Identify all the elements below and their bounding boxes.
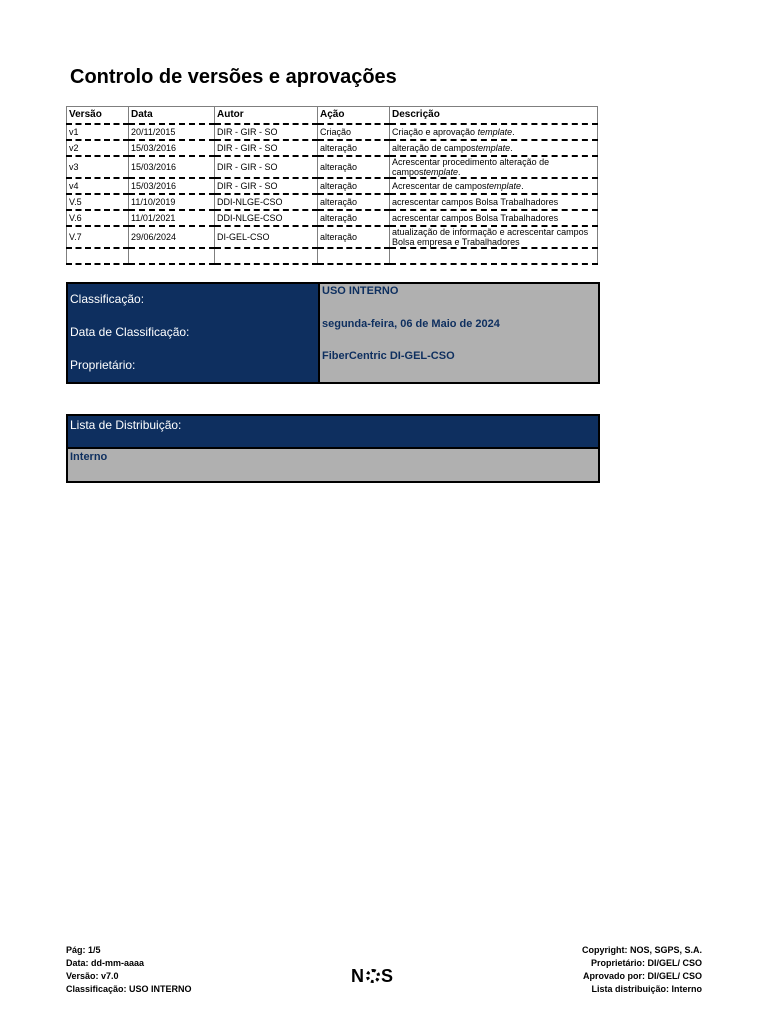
descricao-text: acrescentar campos Bolsa Trabalhadores xyxy=(392,197,559,207)
descricao-text: Criação e aprovação xyxy=(392,127,478,137)
distribution-value: Interno xyxy=(68,449,598,481)
version-row xyxy=(67,140,598,156)
cell-data: 11/10/2019 xyxy=(129,194,215,210)
cell-versao: v2 xyxy=(67,140,129,156)
cell-acao xyxy=(318,248,390,264)
descricao-italic: template xyxy=(423,167,459,177)
cell-versao xyxy=(67,248,129,264)
cell-acao: alteração xyxy=(318,156,390,178)
descricao-end: . xyxy=(458,167,461,177)
footer-classification: Classificação: USO INTERNO xyxy=(66,984,192,994)
footer-copyright: Copyright: NOS, SGPS, S.A. xyxy=(581,945,702,955)
cell-versao: V.5 xyxy=(67,194,129,210)
col-header-autor: Autor xyxy=(215,107,318,125)
classificacao-label: Classificação: xyxy=(70,292,145,306)
cell-acao: alteração xyxy=(318,140,390,156)
col-header-data: Data xyxy=(129,107,215,125)
footer-owner: Proprietário: DI/GEL/ CSO xyxy=(590,958,702,968)
footer-right xyxy=(582,944,702,996)
cell-acao: alteração xyxy=(318,194,390,210)
cell-descricao xyxy=(390,156,598,178)
cell-autor: DI-GEL-CSO xyxy=(215,226,318,248)
cell-descricao xyxy=(390,210,598,226)
logo-letter-s: S xyxy=(381,966,395,986)
cell-descricao xyxy=(390,178,598,194)
cell-versao: v4 xyxy=(67,178,129,194)
footer-date: Data: dd-mm-aaaa xyxy=(66,958,145,968)
version-row xyxy=(67,248,598,264)
descricao-text: alteração de campos xyxy=(392,143,476,153)
cell-autor xyxy=(215,248,318,264)
cell-data: 15/03/2016 xyxy=(129,156,215,178)
cell-data: 15/03/2016 xyxy=(129,140,215,156)
version-row xyxy=(67,194,598,210)
col-header-descricao: Descrição xyxy=(390,107,598,125)
cell-data: 11/01/2021 xyxy=(129,210,215,226)
cell-descricao xyxy=(390,124,598,140)
descricao-end: . xyxy=(521,181,524,191)
version-row xyxy=(67,210,598,226)
cell-autor: DIR - GIR - SO xyxy=(215,156,318,178)
version-row xyxy=(67,124,598,140)
page-title: Controlo de versões e aprovações xyxy=(70,66,397,88)
cell-autor: DIR - GIR - SO xyxy=(215,178,318,194)
descricao-italic: template xyxy=(475,143,511,153)
footer-version: Versão: v7.0 xyxy=(66,971,119,981)
cell-data: 29/06/2024 xyxy=(129,226,215,248)
classification-values xyxy=(320,284,598,382)
cell-autor: DIR - GIR - SO xyxy=(215,140,318,156)
cell-data: 20/11/2015 xyxy=(129,124,215,140)
data-classificacao-label: Data de Classificação: xyxy=(70,325,190,339)
col-header-versao: Versão xyxy=(67,107,129,125)
versions-table xyxy=(66,106,598,265)
cell-descricao xyxy=(390,140,598,156)
cell-descricao xyxy=(390,226,598,248)
cell-autor: DDI-NLGE-CSO xyxy=(215,210,318,226)
classification-box xyxy=(66,282,600,384)
cell-acao: Criação xyxy=(318,124,390,140)
version-row xyxy=(67,156,598,178)
descricao-italic: template xyxy=(477,127,513,137)
version-row xyxy=(67,178,598,194)
logo-o-icon xyxy=(366,969,380,983)
nos-logo xyxy=(351,966,394,987)
cell-acao: alteração xyxy=(318,226,390,248)
classificacao-value: USO INTERNO xyxy=(322,285,399,297)
cell-versao: v1 xyxy=(67,124,129,140)
cell-descricao xyxy=(390,194,598,210)
versions-header-row xyxy=(67,107,598,125)
cell-acao: alteração xyxy=(318,178,390,194)
descricao-italic: template xyxy=(486,181,522,191)
classification-labels xyxy=(68,284,320,382)
cell-autor: DIR - GIR - SO xyxy=(215,124,318,140)
descricao-text: Acrescentar de campos xyxy=(392,181,487,191)
descricao-text: Acrescentar procedimento alteração de campos xyxy=(392,157,550,177)
data-classificacao-value: segunda-feira, 06 de Maio de 2024 xyxy=(322,318,500,330)
descricao-text: atualização de informação e acrescentar campos Bolsa empresa e Trabalhadores xyxy=(392,227,589,247)
proprietario-label: Proprietário: xyxy=(70,358,136,372)
cell-data xyxy=(129,248,215,264)
cell-descricao xyxy=(390,248,598,264)
footer-page: Pág: 1/5 xyxy=(66,945,101,955)
version-row xyxy=(67,226,598,248)
distribution-box xyxy=(66,414,600,483)
footer-distribution: Lista distribuição: Interno xyxy=(591,984,702,994)
distribution-label: Lista de Distribuição: xyxy=(68,416,598,449)
footer-approved: Aprovado por: DI/GEL/ CSO xyxy=(582,971,702,981)
footer-left xyxy=(66,944,192,996)
cell-versao: v3 xyxy=(67,156,129,178)
cell-autor: DDI-NLGE-CSO xyxy=(215,194,318,210)
logo-letter-n: N xyxy=(351,966,365,986)
cell-versao: V.7 xyxy=(67,226,129,248)
col-header-acao: Ação xyxy=(318,107,390,125)
proprietario-value: FiberCentric DI-GEL-CSO xyxy=(322,350,455,362)
descricao-text: acrescentar campos Bolsa Trabalhadores xyxy=(392,213,559,223)
cell-acao: alteração xyxy=(318,210,390,226)
cell-versao: V.6 xyxy=(67,210,129,226)
descricao-end: . xyxy=(510,143,513,153)
descricao-end: . xyxy=(512,127,515,137)
cell-data: 15/03/2016 xyxy=(129,178,215,194)
